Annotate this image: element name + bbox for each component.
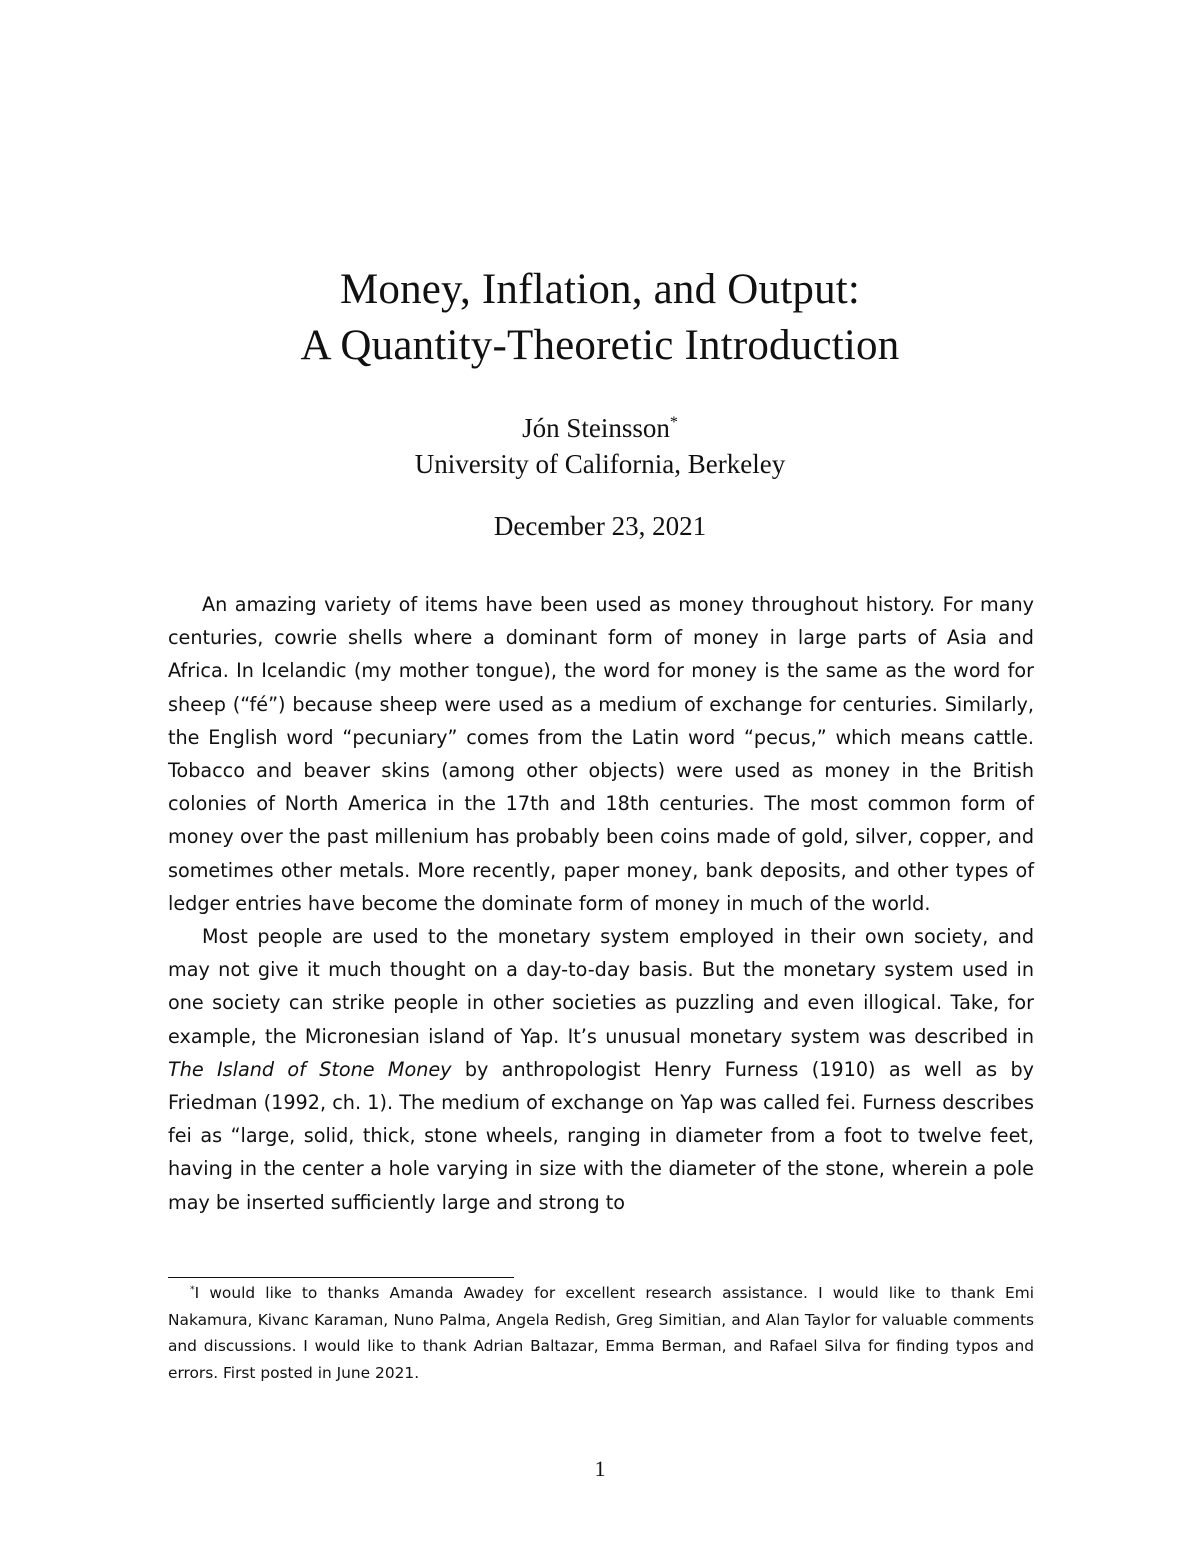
paragraph-2-part-2: by anthropologist Henry Furness (1910) as well as by Friedman (1992, ch. 1). The medium of exchange on Yap was called fei. Furness describes fei as “large, solid, thick, stone wheels, ranging in diameter from a foot to twelve feet, having in the center a hole varying in size with the diameter of the stone, wherein a pole may be inserted sufficiently large and strong to — [168, 1057, 1034, 1214]
book-title-italic: The Island of Stone Money — [168, 1057, 452, 1081]
footnote-text: I would like to thanks Amanda Awadey for excellent research assistance. I would like to thank Emi Nakamura, Kivanc Karaman, Nuno Palma, Angela Redish, Greg Simitian, and Alan Taylor for valuable comments and discussions. I would like to thank Adrian Baltazar, Emma Berman, and Rafael Silva for finding typos and errors. First posted in June 2021. — [168, 1284, 1034, 1383]
title-line-1: Money, Inflation, and Output: — [339, 266, 861, 313]
footnote — [168, 1280, 1034, 1387]
paper-date: December 23, 2021 — [493, 511, 707, 541]
footnote-divider — [168, 1277, 514, 1278]
paragraph-1: An amazing variety of items have been used as money throughout history. For many centuries, cowrie shells where a dominant form of money in large parts of Asia and Africa. In Icelandic (my mother tongue), the word for money is the same as the word for sheep (“fé”) because sheep were used as a medium of exchange for centuries. Similarly, the English word “pecuniary” comes from the Latin word “pecus,” which means cattle. Tobacco and beaver skins (among other objects) were used as money in the British colonies of North America in the 17th and 18th centuries. The most common form of money over the past millenium has probably been coins made of gold, silver, copper, and sometimes other metals. More recently, paper money, bank deposits, and other types of ledger entries have become the dominate form of money in much of the world. — [168, 593, 1034, 915]
title-line-2: A Quantity-Theoretic Introduction — [300, 322, 900, 369]
body-text — [168, 588, 1034, 1219]
author-name: Jón Steinsson — [522, 413, 670, 443]
footnote-mark: * — [190, 1283, 195, 1295]
paragraph-2-part-1: Most people are used to the monetary system employed in their own society, and may not give it much thought on a day-to-day basis. But the monetary system used in one society can strike people in other societies as puzzling and even illogical. Take, for example, the Micronesian island of Yap. It’s unusual monetary system was described in — [168, 925, 1034, 1048]
author-affiliation: University of California, Berkeley — [414, 449, 786, 479]
page-number: 1 — [594, 1456, 606, 1481]
author-name-line — [0, 410, 1200, 446]
paragraph-2 — [168, 920, 1034, 1219]
author-block — [0, 410, 1200, 482]
paper-title — [0, 262, 1200, 374]
author-footnote-mark: * — [669, 413, 678, 431]
